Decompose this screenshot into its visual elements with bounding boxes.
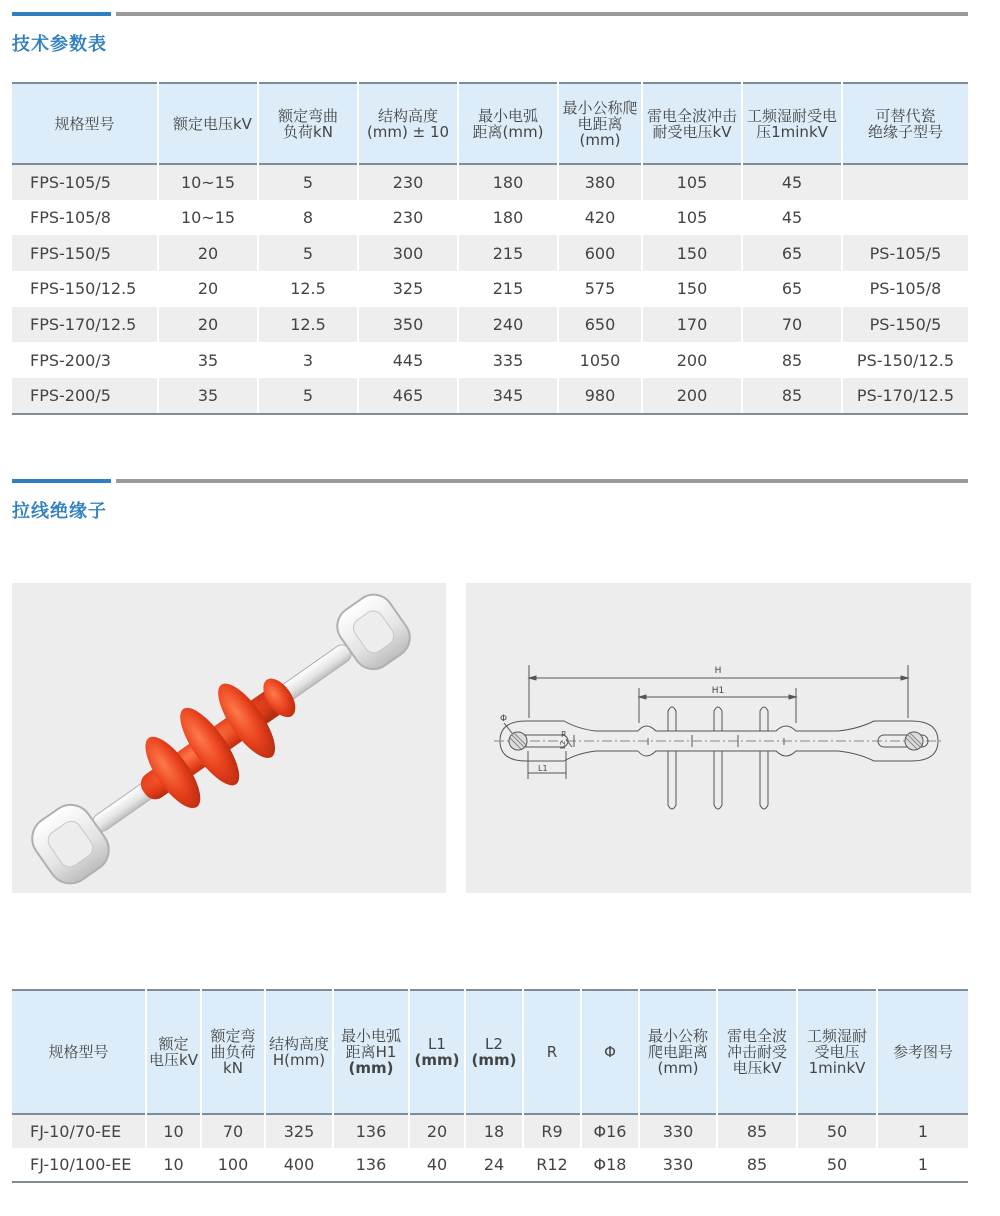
table-cell-model: FPS-105/8 bbox=[12, 200, 158, 236]
table-cell: 105 bbox=[642, 200, 742, 236]
table-row bbox=[12, 342, 968, 378]
table-cell-model: FPS-150/12.5 bbox=[12, 271, 158, 307]
table-header-row bbox=[12, 990, 968, 1114]
table-cell: Φ16 bbox=[581, 1114, 639, 1148]
table-cell: 335 bbox=[458, 342, 558, 378]
table-cell: 330 bbox=[639, 1148, 717, 1182]
table-cell: 70 bbox=[201, 1114, 265, 1148]
table-cell: 85 bbox=[717, 1148, 797, 1182]
col-header-ref-drawing: 参考图号 bbox=[877, 990, 968, 1114]
table-cell: 10~15 bbox=[158, 164, 258, 200]
table-row bbox=[12, 307, 968, 343]
table-cell: 10 bbox=[146, 1114, 201, 1148]
table-cell-model: FJ-10/100-EE bbox=[12, 1148, 146, 1182]
table-cell: Φ18 bbox=[581, 1148, 639, 1182]
table-cell: PS-105/8 bbox=[842, 271, 968, 307]
table-cell: 980 bbox=[558, 378, 642, 414]
table-cell: 400 bbox=[265, 1148, 333, 1182]
col-header-height: 结构高度 H(mm) bbox=[265, 990, 333, 1114]
table-cell bbox=[842, 200, 968, 236]
col-header-impulse-voltage: 雷电全波 冲击耐受 电压kV bbox=[717, 990, 797, 1114]
tech-params-table bbox=[12, 82, 968, 415]
table-cell: PS-150/5 bbox=[842, 307, 968, 343]
table-cell: 50 bbox=[797, 1148, 877, 1182]
table-cell: 20 bbox=[158, 307, 258, 343]
section-divider-tech-params bbox=[12, 12, 968, 16]
table-row bbox=[12, 271, 968, 307]
table-row bbox=[12, 378, 968, 414]
table-cell: 85 bbox=[742, 378, 842, 414]
table-cell: 230 bbox=[358, 200, 458, 236]
table-cell: 230 bbox=[358, 164, 458, 200]
table-cell: 24 bbox=[465, 1148, 523, 1182]
col-header-model: 规格型号 bbox=[12, 990, 146, 1114]
table-cell: 50 bbox=[797, 1114, 877, 1148]
dim-label-H: H bbox=[714, 666, 722, 676]
table-cell: PS-150/12.5 bbox=[842, 342, 968, 378]
col-header-porcelain-alt: 可替代瓷 绝缘子型号 bbox=[842, 83, 968, 164]
table-cell: 575 bbox=[558, 271, 642, 307]
col-header-phi: Φ bbox=[581, 990, 639, 1114]
table-cell: 180 bbox=[458, 164, 558, 200]
table-cell: 325 bbox=[358, 271, 458, 307]
guy-insulator-photo-icon bbox=[12, 583, 446, 893]
table-cell: 40 bbox=[409, 1148, 465, 1182]
table-row bbox=[12, 1148, 968, 1182]
table-cell: PS-105/5 bbox=[842, 235, 968, 271]
section-title-guy-insulator: 拉线绝缘子 bbox=[12, 501, 107, 522]
table-cell: 45 bbox=[742, 200, 842, 236]
table-cell: 215 bbox=[458, 235, 558, 271]
col-header-arc-distance: 最小电弧 距离(mm) bbox=[458, 83, 558, 164]
table-cell: 65 bbox=[742, 271, 842, 307]
col-header-model: 规格型号 bbox=[12, 83, 158, 164]
table-cell: 20 bbox=[158, 271, 258, 307]
dim-label-phi: Φ bbox=[500, 714, 508, 724]
table-cell: 105 bbox=[642, 164, 742, 200]
table-cell: 200 bbox=[642, 378, 742, 414]
table-cell-model: FPS-200/3 bbox=[12, 342, 158, 378]
table-cell: 300 bbox=[358, 235, 458, 271]
table-cell: 215 bbox=[458, 271, 558, 307]
table-cell: 170 bbox=[642, 307, 742, 343]
table-header-row bbox=[12, 83, 968, 164]
dim-label-L2: L2 bbox=[559, 740, 567, 749]
table-row bbox=[12, 1114, 968, 1148]
table-cell: 1 bbox=[877, 1114, 968, 1148]
col-header-bending-load: 额定弯曲 负荷kN bbox=[258, 83, 358, 164]
col-header-rated-voltage: 额定电压kV bbox=[158, 83, 258, 164]
table-cell: 150 bbox=[642, 235, 742, 271]
table-cell: R9 bbox=[523, 1114, 581, 1148]
dim-label-H1: H1 bbox=[711, 686, 725, 696]
dimension-drawing bbox=[466, 583, 971, 893]
table-cell: 65 bbox=[742, 235, 842, 271]
product-photo bbox=[12, 583, 446, 893]
col-header-bending-load: 额定弯 曲负荷 kN bbox=[201, 990, 265, 1114]
table-cell: 136 bbox=[333, 1148, 409, 1182]
table-cell: 5 bbox=[258, 164, 358, 200]
table-cell: 136 bbox=[333, 1114, 409, 1148]
table-cell: 20 bbox=[158, 235, 258, 271]
table-cell: 345 bbox=[458, 378, 558, 414]
table-cell: 180 bbox=[458, 200, 558, 236]
table-cell: 85 bbox=[742, 342, 842, 378]
table-cell: 330 bbox=[639, 1114, 717, 1148]
table-cell: 12.5 bbox=[258, 271, 358, 307]
table-cell: 200 bbox=[642, 342, 742, 378]
col-header-height: 结构高度 (mm) ± 10 bbox=[358, 83, 458, 164]
table-cell: 380 bbox=[558, 164, 642, 200]
table-cell: 100 bbox=[201, 1148, 265, 1182]
table-row bbox=[12, 164, 968, 200]
table-cell: 650 bbox=[558, 307, 642, 343]
table-cell: 465 bbox=[358, 378, 458, 414]
table-cell: 1 bbox=[877, 1148, 968, 1182]
table-cell: 5 bbox=[258, 235, 358, 271]
table-cell: 10 bbox=[146, 1148, 201, 1182]
table-cell: 350 bbox=[358, 307, 458, 343]
table-cell: R12 bbox=[523, 1148, 581, 1182]
table-cell: 8 bbox=[258, 200, 358, 236]
col-header-wet-voltage: 工频湿耐 受电压 1minkV bbox=[797, 990, 877, 1114]
col-header-L2: L2 (mm) bbox=[465, 990, 523, 1114]
table-cell: 420 bbox=[558, 200, 642, 236]
col-header-creepage: 最小公称 爬电距离 (mm) bbox=[639, 990, 717, 1114]
table-cell: 12.5 bbox=[258, 307, 358, 343]
table-cell-model: FPS-200/5 bbox=[12, 378, 158, 414]
table-cell: PS-170/12.5 bbox=[842, 378, 968, 414]
col-header-arc-distance: 最小电弧 距离H1 (mm) bbox=[333, 990, 409, 1114]
table-cell: 35 bbox=[158, 342, 258, 378]
guy-insulator-table bbox=[12, 989, 968, 1183]
table-cell: 70 bbox=[742, 307, 842, 343]
table-cell-model: FJ-10/70-EE bbox=[12, 1114, 146, 1148]
table-cell-model: FPS-150/5 bbox=[12, 235, 158, 271]
table-cell: 18 bbox=[465, 1114, 523, 1148]
table-cell: 10~15 bbox=[158, 200, 258, 236]
table-cell: 325 bbox=[265, 1114, 333, 1148]
table-cell: 600 bbox=[558, 235, 642, 271]
dimension-diagram-icon bbox=[466, 583, 971, 893]
table-cell: 3 bbox=[258, 342, 358, 378]
table-cell-model: FPS-170/12.5 bbox=[12, 307, 158, 343]
col-header-creepage: 最小公称爬 电距离(mm) bbox=[558, 83, 642, 164]
col-header-impulse-voltage: 雷电全波冲击 耐受电压kV bbox=[642, 83, 742, 164]
section-divider-guy-insulator bbox=[12, 479, 968, 483]
table-row bbox=[12, 235, 968, 271]
dim-label-R: R bbox=[561, 730, 567, 739]
table-cell-model: FPS-105/5 bbox=[12, 164, 158, 200]
table-cell: 445 bbox=[358, 342, 458, 378]
table-cell bbox=[842, 164, 968, 200]
table-row bbox=[12, 200, 968, 236]
dim-label-L1: L1 bbox=[538, 764, 548, 773]
section-title-tech-params: 技术参数表 bbox=[12, 34, 107, 55]
table-cell: 240 bbox=[458, 307, 558, 343]
col-header-wet-voltage: 工频湿耐受电 压1minkV bbox=[742, 83, 842, 164]
table-cell: 150 bbox=[642, 271, 742, 307]
col-header-rated-voltage: 额定 电压kV bbox=[146, 990, 201, 1114]
table-cell: 1050 bbox=[558, 342, 642, 378]
table-cell: 85 bbox=[717, 1114, 797, 1148]
table-cell: 20 bbox=[409, 1114, 465, 1148]
table-cell: 5 bbox=[258, 378, 358, 414]
col-header-R: R bbox=[523, 990, 581, 1114]
col-header-L1: L1 (mm) bbox=[409, 990, 465, 1114]
table-cell: 35 bbox=[158, 378, 258, 414]
table-cell: 45 bbox=[742, 164, 842, 200]
